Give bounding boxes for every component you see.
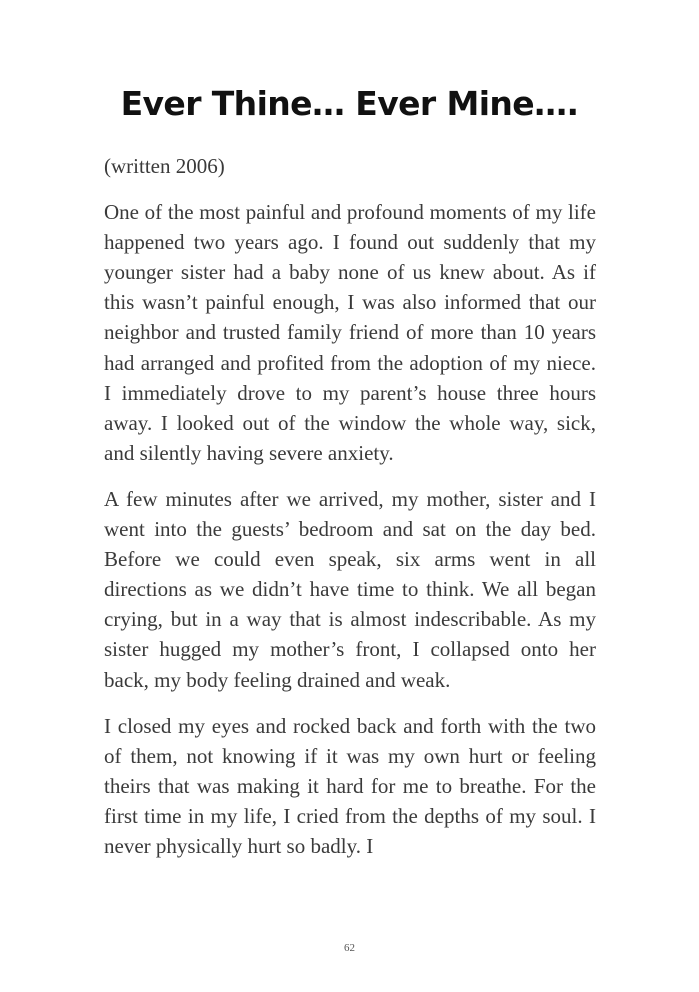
body-text	[104, 151, 596, 877]
paragraph-2: A few minutes after we arrived, my mother, sister and I went into the guests’ bedroom and sat on the day bed. Before we could even speak, six arms went in all directions as we didn’t have time to think. We all began crying, but in a way that is almost indescribable. As my sister hugged my mother’s front, I collapsed onto her back, my body feeling drained and weak.	[104, 486, 596, 692]
paragraph-3: I closed my eyes and rocked back and forth with the two of them, not knowing if it was my own hurt or feeling theirs that was making it hard for me to breathe. For the first time in my life, I cried from the depths of my soul. I never physically hurt so badly. I	[104, 713, 596, 858]
chapter-title: Ever Thine… Ever Mine….	[120, 84, 579, 123]
paragraph-1: One of the most painful and profound moments of my life happened two years ago. I found out suddenly that my younger sister had a baby none of us knew about. As if this wasn’t painful enough, I was also informed that our neighbor and trusted family friend of more than 10 years had arranged and profited from the adoption of my niece. I immediately drove to my parent’s house three hours away. I looked out of the window the whole way, sick, and silently having severe anxiety.	[104, 200, 596, 465]
page-number: 62	[344, 942, 355, 954]
date-line: (written 2006)	[104, 154, 225, 178]
